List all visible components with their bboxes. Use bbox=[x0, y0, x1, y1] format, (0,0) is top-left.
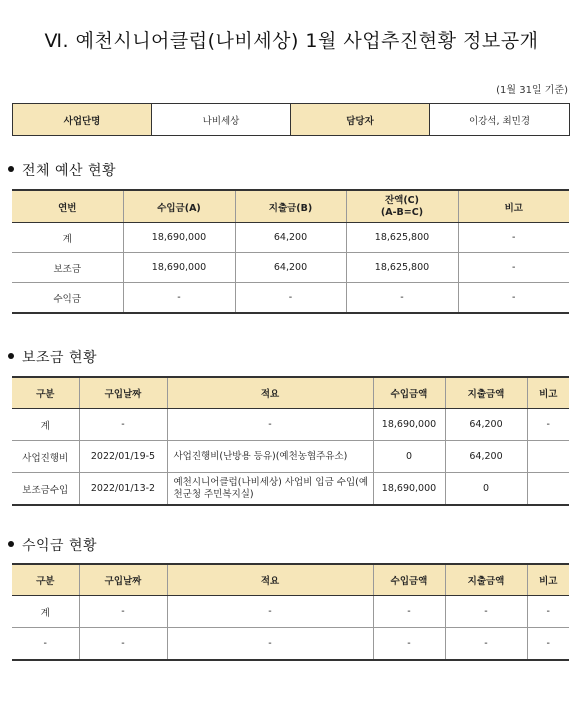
table-cell: - bbox=[167, 409, 373, 441]
table-cell bbox=[527, 473, 569, 506]
table-cell: - bbox=[79, 596, 167, 628]
table-cell: - bbox=[527, 628, 569, 661]
subsidy-heading-text: 보조금 현황 bbox=[22, 350, 98, 366]
revenue-col-header: 지출금액 bbox=[445, 564, 527, 596]
subsidy-heading bbox=[8, 347, 97, 367]
budget-heading bbox=[8, 160, 116, 180]
budget-col-header: 연번 bbox=[12, 190, 123, 223]
table-cell: 18,690,000 bbox=[123, 253, 235, 283]
table-cell: 계 bbox=[12, 409, 79, 441]
basis-date: (1월 31일 기준) bbox=[496, 85, 568, 96]
budget-col-header: 수입금(A) bbox=[123, 190, 235, 223]
table-cell: - bbox=[527, 596, 569, 628]
table-cell: - bbox=[12, 628, 79, 661]
table-cell: 64,200 bbox=[445, 409, 527, 441]
table-cell: 18,690,000 bbox=[123, 223, 235, 253]
budget-table bbox=[12, 189, 569, 314]
table-cell: - bbox=[79, 628, 167, 661]
table-cell: - bbox=[79, 409, 167, 441]
subsidy-col-header: 구분 bbox=[12, 377, 79, 409]
subsidy-col-header: 수입금액 bbox=[373, 377, 445, 409]
subsidy-table bbox=[12, 376, 569, 506]
table-cell: - bbox=[458, 283, 569, 314]
bullet-icon bbox=[8, 166, 14, 172]
table-cell: - bbox=[445, 596, 527, 628]
budget-heading-text: 전체 예산 현황 bbox=[22, 163, 117, 179]
manager-value: 이강석, 최민경 bbox=[430, 104, 570, 136]
revenue-col-header: 수입금액 bbox=[373, 564, 445, 596]
table-row bbox=[12, 596, 569, 628]
table-cell: 18,625,800 bbox=[346, 253, 458, 283]
info-table bbox=[12, 103, 570, 136]
revenue-col-header: 비고 bbox=[527, 564, 569, 596]
subsidy-col-header: 지출금액 bbox=[445, 377, 527, 409]
table-cell: - bbox=[445, 628, 527, 661]
table-cell: - bbox=[373, 628, 445, 661]
table-cell: 사업진행비 bbox=[12, 441, 79, 473]
business-value: 나비세상 bbox=[152, 104, 291, 136]
table-cell: 0 bbox=[445, 473, 527, 506]
table-cell: 64,200 bbox=[235, 253, 346, 283]
revenue-table bbox=[12, 563, 569, 661]
business-label: 사업단명 bbox=[13, 104, 152, 136]
table-row bbox=[12, 409, 569, 441]
subsidy-col-header: 비고 bbox=[527, 377, 569, 409]
table-row bbox=[12, 253, 569, 283]
table-cell: 18,690,000 bbox=[373, 409, 445, 441]
table-cell: - bbox=[235, 283, 346, 314]
subsidy-col-header: 적요 bbox=[167, 377, 373, 409]
table-cell: 보조금수입 bbox=[12, 473, 79, 506]
manager-label: 담당자 bbox=[291, 104, 430, 136]
bullet-icon bbox=[8, 353, 14, 359]
table-row bbox=[12, 628, 569, 661]
table-cell: 18,690,000 bbox=[373, 473, 445, 506]
subsidy-col-header: 구입날짜 bbox=[79, 377, 167, 409]
revenue-col-header: 구분 bbox=[12, 564, 79, 596]
table-cell: 2022/01/13-2 bbox=[79, 473, 167, 506]
table-row bbox=[12, 223, 569, 253]
budget-col-header: 지출금(B) bbox=[235, 190, 346, 223]
table-cell: - bbox=[167, 628, 373, 661]
budget-col-header: 잔액(C) (A-B=C) bbox=[346, 190, 458, 223]
table-cell: - bbox=[123, 283, 235, 314]
page-title: Ⅵ. 예천시니어클럽(나비세상) 1월 사업추진현황 정보공개 bbox=[44, 30, 539, 52]
table-cell: 18,625,800 bbox=[346, 223, 458, 253]
table-cell: 0 bbox=[373, 441, 445, 473]
revenue-col-header: 적요 bbox=[167, 564, 373, 596]
bullet-icon bbox=[8, 541, 14, 547]
table-cell bbox=[527, 441, 569, 473]
table-cell: 계 bbox=[12, 596, 79, 628]
table-cell: - bbox=[527, 409, 569, 441]
table-cell: 수익금 bbox=[12, 283, 123, 314]
revenue-col-header: 구입날짜 bbox=[79, 564, 167, 596]
table-cell: 계 bbox=[12, 223, 123, 253]
table-cell: 2022/01/19-5 bbox=[79, 441, 167, 473]
table-row bbox=[12, 441, 569, 473]
table-cell: - bbox=[346, 283, 458, 314]
table-cell: 사업진행비(난방용 등유)(예천농협주유소) bbox=[167, 441, 373, 473]
table-cell: 보조금 bbox=[12, 253, 123, 283]
revenue-heading bbox=[8, 535, 97, 555]
table-cell: - bbox=[167, 596, 373, 628]
revenue-heading-text: 수익금 현황 bbox=[22, 538, 98, 554]
table-cell: 예천시니어클럽(나비세상) 사업비 입금 수입(예천군청 주민복지실) bbox=[167, 473, 373, 506]
table-cell: 64,200 bbox=[445, 441, 527, 473]
table-cell: 64,200 bbox=[235, 223, 346, 253]
table-row bbox=[12, 283, 569, 314]
table-cell: - bbox=[458, 223, 569, 253]
table-row bbox=[12, 473, 569, 506]
table-cell: - bbox=[458, 253, 569, 283]
budget-col-header: 비고 bbox=[458, 190, 569, 223]
table-cell: - bbox=[373, 596, 445, 628]
